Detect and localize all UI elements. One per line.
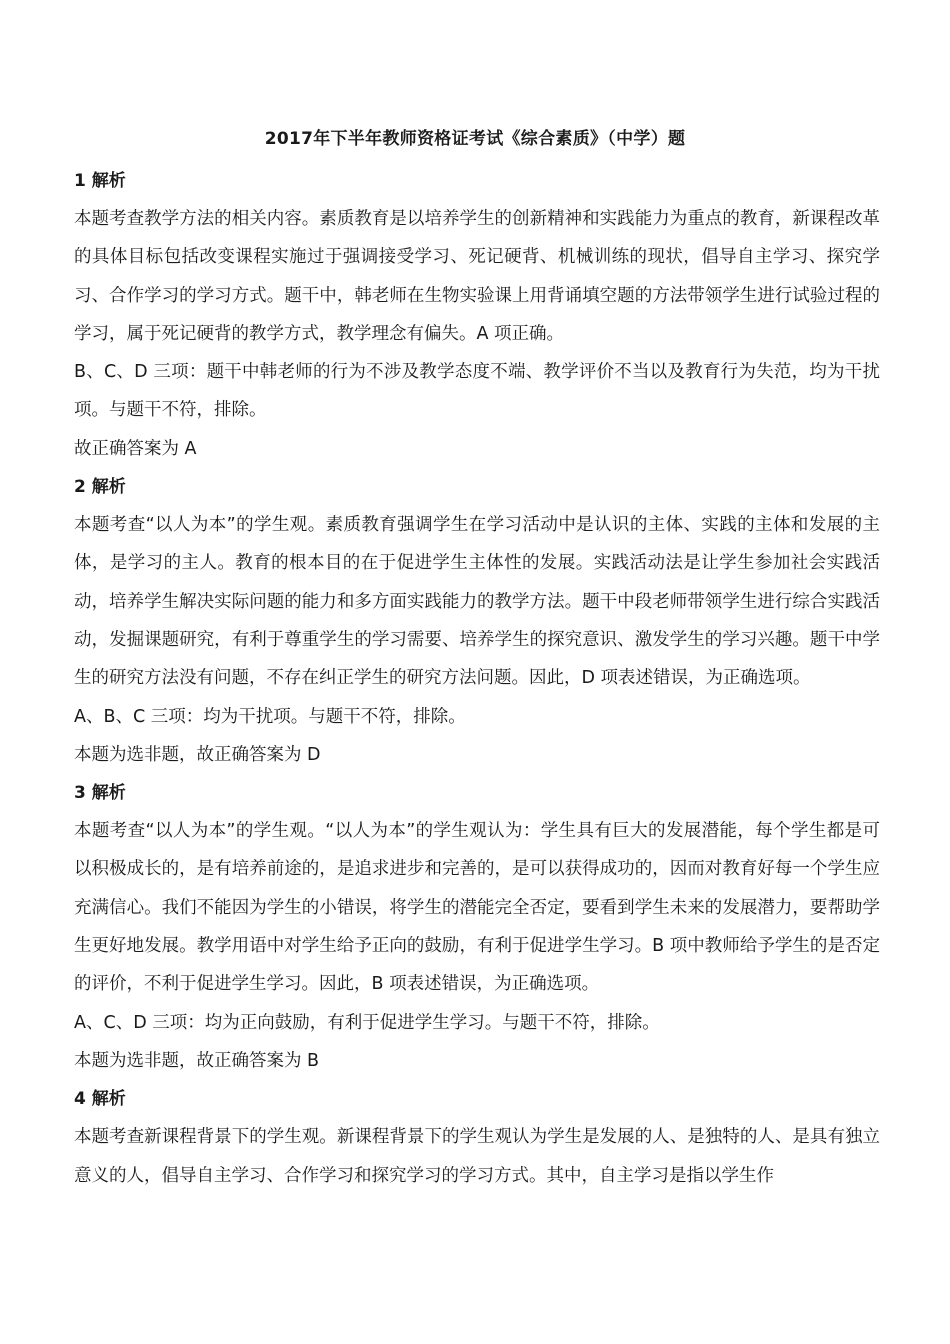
section-heading: 4 解析 [74,1089,126,1110]
section-heading: 2 解析 [74,477,126,498]
section-4 [74,1080,880,1195]
paragraph: 故正确答案为 A [74,438,197,459]
section-2 [74,468,880,774]
document-title: 2017年下半年教师资格证考试《综合素质》（中学）题 [264,129,686,149]
paragraph: 本题考查“以人为本”的学生观。“以人为本”的学生观认为：学生具有巨大的发展潜能，每个学生都是可以积极成长的，是有培养前途的，是追求进步和完善的，是可以获得成功的，因而对教育好每一个学生应充满信心。我们不能因为学生的小错误，将学生的潜能完全否定，要看到学生未来的发展潜力，要帮助学生更好地发展。教学用语中对学生给予正向的鼓励，有利于促进学生学习。B 项中教师给予学生的是否定的评价，不利于促进学生学习。因此，B 项表述错误，为正确选项。 [74,821,880,995]
paragraph: 本题为选非题，故正确答案为 B [74,1050,320,1071]
paragraph: 本题考查教学方法的相关内容。素质教育是以培养学生的创新精神和实践能力为重点的教育，新课程改革的具体目标包括改变课程实施过于强调接受学习、死记硬背、机械训练的现状，倡导自主学习、探究学习、合作学习的学习方式。题干中，韩老师在生物实验课上用背诵填空题的方法带领学生进行试验过程的学习，属于死记硬背的教学方式，教学理念有偏失。A 项正确。 [74,209,880,344]
document-body [74,162,880,1195]
paragraph: B、C、D 三项：题干中韩老师的行为不涉及教学态度不端、教学评价不当以及教育行为失范，均为干扰项。与题干不符，排除。 [74,362,880,421]
paragraph: 本题为选非题，故正确答案为 D [74,744,321,765]
section-heading: 1 解析 [74,171,126,191]
section-1 [74,162,880,468]
paragraph: A、B、C 三项：均为干扰项。与题干不符，排除。 [74,706,466,727]
paragraph: 本题考查“以人为本”的学生观。素质教育强调学生在学习活动中是认识的主体、实践的主体和发展的主体，是学习的主人。教育的根本目的在于促进学生主体性的发展。实践活动法是让学生参加社会实践活动，培养学生解决实际问题的能力和多方面实践能力的教学方法。题干中段老师带领学生进行综合实践活动，发掘课题研究，有利于尊重学生的学习需要、培养学生的探究意识、激发学生的学习兴趣。题干中学生的研究方法没有问题，不存在纠正学生的研究方法问题。因此，D 项表述错误，为正确选项。 [74,515,880,689]
paragraph: A、C、D 三项：均为正向鼓励，有利于促进学生学习。与题干不符，排除。 [74,1012,660,1033]
section-heading: 3 解析 [74,783,126,804]
paragraph: 本题考查新课程背景下的学生观。新课程背景下的学生观认为学生是发展的人、是独特的人、是具有独立意义的人，倡导自主学习、合作学习和探究学习的学习方式。其中，自主学习是指以学生作 [74,1127,880,1186]
section-3 [74,774,880,1080]
